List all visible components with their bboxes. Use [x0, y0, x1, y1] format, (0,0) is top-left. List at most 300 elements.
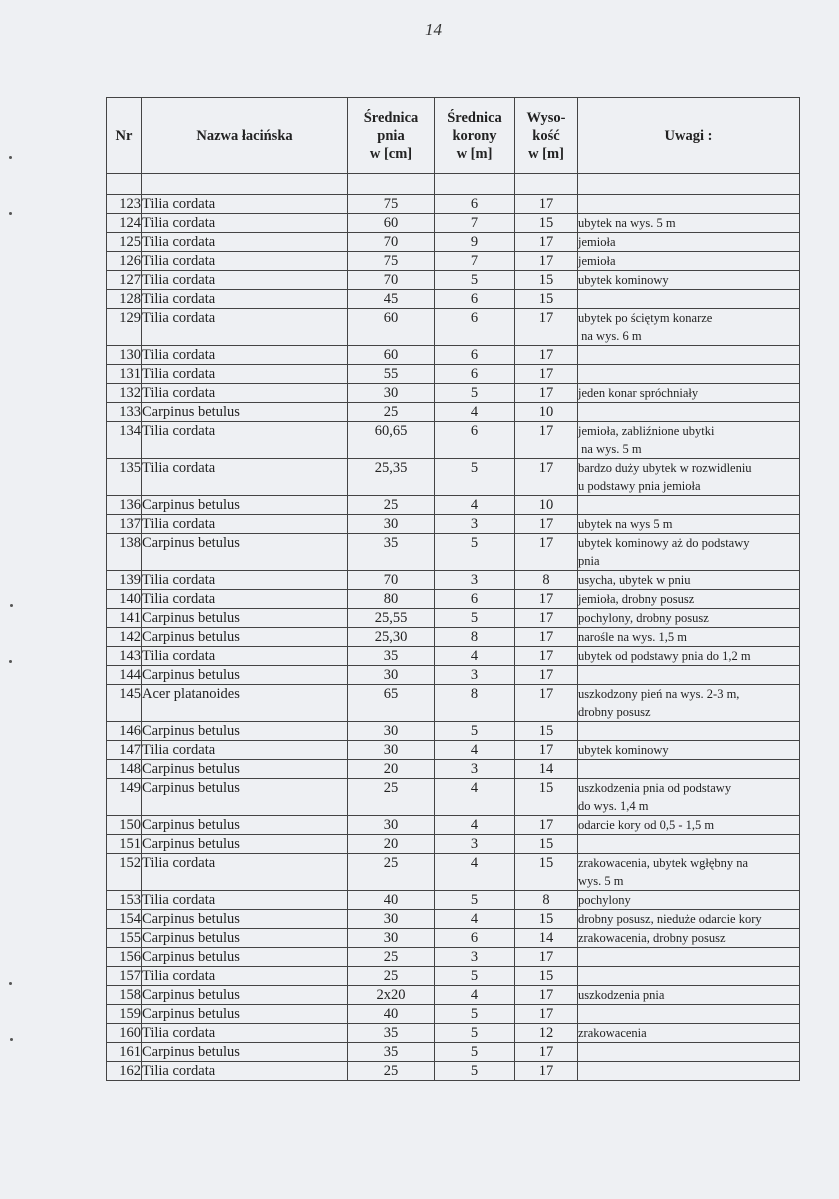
scan-speck — [9, 156, 12, 159]
cell-notes: pochylony, drobny posusz — [578, 609, 800, 628]
cell-height: 17 — [515, 384, 578, 403]
table-row — [107, 422, 800, 459]
cell-nr: 129 — [107, 309, 142, 346]
cell-crown-diameter: 4 — [435, 779, 515, 816]
cell-notes — [578, 967, 800, 986]
header-latin-name: Nazwa łacińska — [142, 98, 348, 174]
cell-height: 17 — [515, 365, 578, 384]
cell-trunk-diameter: 30 — [348, 910, 435, 929]
cell-latin-name: Tilia cordata — [142, 384, 348, 403]
cell-notes: ubytek kominowy — [578, 271, 800, 290]
table-row — [107, 403, 800, 422]
cell-crown-diameter: 4 — [435, 986, 515, 1005]
notes-line: na wys. 6 m — [578, 329, 642, 343]
cell-trunk-diameter: 40 — [348, 1005, 435, 1024]
table-row — [107, 534, 800, 571]
cell-nr: 151 — [107, 835, 142, 854]
cell-notes — [578, 1043, 800, 1062]
cell-latin-name: Carpinus betulus — [142, 534, 348, 571]
cell-crown-diameter: 3 — [435, 760, 515, 779]
cell-trunk-diameter: 80 — [348, 590, 435, 609]
cell-latin-name: Carpinus betulus — [142, 779, 348, 816]
cell-latin-name: Tilia cordata — [142, 741, 348, 760]
cell-nr: 128 — [107, 290, 142, 309]
table-row — [107, 346, 800, 365]
cell-crown-diameter: 5 — [435, 534, 515, 571]
cell-nr: 147 — [107, 741, 142, 760]
cell-trunk-diameter: 35 — [348, 534, 435, 571]
cell-latin-name: Tilia cordata — [142, 346, 348, 365]
cell-notes — [578, 403, 800, 422]
cell-latin-name: Tilia cordata — [142, 233, 348, 252]
cell-height: 17 — [515, 666, 578, 685]
cell-nr: 127 — [107, 271, 142, 290]
cell-latin-name: Carpinus betulus — [142, 929, 348, 948]
cell-height: 17 — [515, 1062, 578, 1081]
cell-notes: jemioła — [578, 233, 800, 252]
table-body — [107, 174, 800, 1081]
cell-notes — [578, 685, 800, 722]
cell-height: 15 — [515, 271, 578, 290]
cell-height: 17 — [515, 346, 578, 365]
cell-height: 17 — [515, 948, 578, 967]
cell-notes — [578, 1062, 800, 1081]
cell-notes — [578, 496, 800, 515]
cell-height: 17 — [515, 685, 578, 722]
cell-trunk-diameter: 75 — [348, 195, 435, 214]
cell-nr: 156 — [107, 948, 142, 967]
table-row — [107, 195, 800, 214]
cell-notes: ubytek na wys. 5 m — [578, 214, 800, 233]
cell-notes: ubytek od podstawy pnia do 1,2 m — [578, 647, 800, 666]
cell-crown-diameter: 6 — [435, 346, 515, 365]
cell-latin-name: Tilia cordata — [142, 271, 348, 290]
cell-nr: 132 — [107, 384, 142, 403]
cell-notes — [578, 835, 800, 854]
header-line: kość — [532, 127, 560, 144]
cell-nr: 125 — [107, 233, 142, 252]
cell-nr: 162 — [107, 1062, 142, 1081]
cell-nr: 150 — [107, 816, 142, 835]
cell-height: 14 — [515, 929, 578, 948]
cell-nr: 143 — [107, 647, 142, 666]
cell-height: 17 — [515, 1005, 578, 1024]
cell-trunk-diameter: 60 — [348, 346, 435, 365]
cell-notes — [578, 722, 800, 741]
table-row — [107, 214, 800, 233]
cell-notes: uszkodzenia pnia — [578, 986, 800, 1005]
cell-crown-diameter: 5 — [435, 384, 515, 403]
table-row — [107, 1043, 800, 1062]
spacer-row — [107, 174, 800, 195]
cell-height: 17 — [515, 195, 578, 214]
header-line: Średnica — [447, 109, 502, 126]
cell-latin-name: Tilia cordata — [142, 1024, 348, 1043]
cell-crown-diameter: 6 — [435, 195, 515, 214]
cell-latin-name: Tilia cordata — [142, 195, 348, 214]
notes-line: uszkodzony pień na wys. 2-3 m, — [578, 687, 740, 701]
header-line: Wyso- — [526, 109, 566, 126]
cell-trunk-diameter: 70 — [348, 233, 435, 252]
notes-line: u podstawy pnia jemioła — [578, 479, 701, 493]
cell-latin-name: Tilia cordata — [142, 647, 348, 666]
cell-height: 12 — [515, 1024, 578, 1043]
cell-nr: 158 — [107, 986, 142, 1005]
cell-height: 14 — [515, 760, 578, 779]
spacer-cell — [435, 174, 515, 195]
notes-line: do wys. 1,4 m — [578, 799, 649, 813]
cell-crown-diameter: 9 — [435, 233, 515, 252]
cell-crown-diameter: 4 — [435, 496, 515, 515]
cell-trunk-diameter: 25 — [348, 967, 435, 986]
spacer-cell — [107, 174, 142, 195]
cell-trunk-diameter: 25 — [348, 854, 435, 891]
cell-crown-diameter: 5 — [435, 459, 515, 496]
table-row — [107, 365, 800, 384]
cell-height: 8 — [515, 891, 578, 910]
cell-nr: 145 — [107, 685, 142, 722]
cell-crown-diameter: 4 — [435, 854, 515, 891]
cell-notes — [578, 666, 800, 685]
cell-height: 17 — [515, 609, 578, 628]
cell-height: 17 — [515, 590, 578, 609]
cell-height: 17 — [515, 986, 578, 1005]
cell-latin-name: Tilia cordata — [142, 515, 348, 534]
cell-trunk-diameter: 30 — [348, 722, 435, 741]
cell-crown-diameter: 5 — [435, 967, 515, 986]
cell-height: 10 — [515, 403, 578, 422]
cell-crown-diameter: 5 — [435, 609, 515, 628]
cell-crown-diameter: 3 — [435, 571, 515, 590]
table-row — [107, 760, 800, 779]
cell-crown-diameter: 5 — [435, 271, 515, 290]
cell-crown-diameter: 4 — [435, 403, 515, 422]
cell-height: 15 — [515, 214, 578, 233]
header-line: w [cm] — [369, 145, 413, 162]
cell-trunk-diameter: 60 — [348, 309, 435, 346]
cell-trunk-diameter: 30 — [348, 384, 435, 403]
table-row — [107, 929, 800, 948]
cell-trunk-diameter: 30 — [348, 816, 435, 835]
table-row — [107, 647, 800, 666]
cell-notes: zrakowacenia — [578, 1024, 800, 1043]
cell-crown-diameter: 3 — [435, 515, 515, 534]
cell-height: 17 — [515, 647, 578, 666]
cell-crown-diameter: 6 — [435, 590, 515, 609]
notes-line: ubytek po ściętym konarze — [578, 311, 713, 325]
notes-line: zrakowacenia, ubytek wgłębny na — [578, 856, 749, 870]
cell-notes: narośle na wys. 1,5 m — [578, 628, 800, 647]
table-row — [107, 1005, 800, 1024]
table-row — [107, 252, 800, 271]
cell-trunk-diameter: 35 — [348, 1024, 435, 1043]
scan-speck — [9, 212, 12, 215]
cell-latin-name: Tilia cordata — [142, 214, 348, 233]
cell-trunk-diameter: 55 — [348, 365, 435, 384]
cell-latin-name: Carpinus betulus — [142, 666, 348, 685]
cell-nr: 152 — [107, 854, 142, 891]
cell-latin-name: Carpinus betulus — [142, 609, 348, 628]
cell-latin-name: Carpinus betulus — [142, 948, 348, 967]
cell-trunk-diameter: 35 — [348, 647, 435, 666]
cell-notes — [578, 309, 800, 346]
cell-crown-diameter: 4 — [435, 647, 515, 666]
cell-trunk-diameter: 75 — [348, 252, 435, 271]
cell-height: 15 — [515, 910, 578, 929]
cell-nr: 126 — [107, 252, 142, 271]
cell-latin-name: Carpinus betulus — [142, 403, 348, 422]
scan-speck — [9, 982, 12, 985]
cell-latin-name: Tilia cordata — [142, 590, 348, 609]
table-row — [107, 1062, 800, 1081]
cell-nr: 138 — [107, 534, 142, 571]
cell-notes: drobny posusz, nieduże odarcie kory — [578, 910, 800, 929]
cell-notes: jeden konar spróchniały — [578, 384, 800, 403]
cell-latin-name: Tilia cordata — [142, 967, 348, 986]
spacer-cell — [515, 174, 578, 195]
table-row — [107, 967, 800, 986]
cell-latin-name: Tilia cordata — [142, 571, 348, 590]
cell-height: 17 — [515, 816, 578, 835]
cell-trunk-diameter: 40 — [348, 891, 435, 910]
cell-nr: 130 — [107, 346, 142, 365]
cell-crown-diameter: 6 — [435, 290, 515, 309]
table-row — [107, 571, 800, 590]
cell-height: 17 — [515, 252, 578, 271]
cell-crown-diameter: 3 — [435, 835, 515, 854]
cell-latin-name: Tilia cordata — [142, 854, 348, 891]
cell-latin-name: Carpinus betulus — [142, 1043, 348, 1062]
cell-trunk-diameter: 35 — [348, 1043, 435, 1062]
cell-height: 17 — [515, 459, 578, 496]
cell-latin-name: Tilia cordata — [142, 891, 348, 910]
table-row — [107, 816, 800, 835]
cell-trunk-diameter: 25 — [348, 1062, 435, 1081]
cell-nr: 135 — [107, 459, 142, 496]
cell-trunk-diameter: 60,65 — [348, 422, 435, 459]
cell-height: 17 — [515, 741, 578, 760]
cell-latin-name: Carpinus betulus — [142, 760, 348, 779]
cell-nr: 161 — [107, 1043, 142, 1062]
cell-latin-name: Tilia cordata — [142, 290, 348, 309]
notes-line: na wys. 5 m — [578, 442, 642, 456]
cell-nr: 159 — [107, 1005, 142, 1024]
table-header — [107, 98, 800, 174]
cell-crown-diameter: 7 — [435, 214, 515, 233]
cell-height: 15 — [515, 854, 578, 891]
table-row — [107, 459, 800, 496]
header-notes: Uwagi : — [578, 98, 800, 174]
table-row — [107, 666, 800, 685]
cell-latin-name: Carpinus betulus — [142, 722, 348, 741]
table-row — [107, 271, 800, 290]
cell-crown-diameter: 8 — [435, 628, 515, 647]
cell-notes: ubytek kominowy — [578, 741, 800, 760]
table-row — [107, 685, 800, 722]
cell-nr: 157 — [107, 967, 142, 986]
cell-notes — [578, 422, 800, 459]
cell-latin-name: Carpinus betulus — [142, 986, 348, 1005]
cell-notes: usycha, ubytek w pniu — [578, 571, 800, 590]
cell-nr: 134 — [107, 422, 142, 459]
cell-crown-diameter: 4 — [435, 741, 515, 760]
cell-notes — [578, 1005, 800, 1024]
cell-nr: 153 — [107, 891, 142, 910]
table-row — [107, 309, 800, 346]
cell-nr: 146 — [107, 722, 142, 741]
notes-line: pnia — [578, 554, 600, 568]
cell-height: 17 — [515, 1043, 578, 1062]
cell-nr: 149 — [107, 779, 142, 816]
cell-trunk-diameter: 25,35 — [348, 459, 435, 496]
cell-trunk-diameter: 25 — [348, 779, 435, 816]
cell-notes — [578, 948, 800, 967]
cell-height: 10 — [515, 496, 578, 515]
cell-trunk-diameter: 25,30 — [348, 628, 435, 647]
cell-crown-diameter: 7 — [435, 252, 515, 271]
cell-trunk-diameter: 65 — [348, 685, 435, 722]
cell-trunk-diameter: 25 — [348, 403, 435, 422]
cell-latin-name: Carpinus betulus — [142, 816, 348, 835]
cell-notes: pochylony — [578, 891, 800, 910]
cell-notes: odarcie kory od 0,5 - 1,5 m — [578, 816, 800, 835]
spacer-cell — [578, 174, 800, 195]
header-line: pnia — [377, 127, 405, 144]
spacer-cell — [348, 174, 435, 195]
cell-notes: ubytek na wys 5 m — [578, 515, 800, 534]
cell-latin-name: Tilia cordata — [142, 252, 348, 271]
cell-crown-diameter: 5 — [435, 722, 515, 741]
cell-notes: jemioła — [578, 252, 800, 271]
cell-trunk-diameter: 60 — [348, 214, 435, 233]
cell-latin-name: Acer platanoides — [142, 685, 348, 722]
cell-trunk-diameter: 25,55 — [348, 609, 435, 628]
cell-crown-diameter: 6 — [435, 422, 515, 459]
table-row — [107, 835, 800, 854]
table-row — [107, 854, 800, 891]
cell-nr: 144 — [107, 666, 142, 685]
cell-latin-name: Carpinus betulus — [142, 835, 348, 854]
header-line: korony — [452, 127, 497, 144]
table-row — [107, 891, 800, 910]
cell-notes — [578, 779, 800, 816]
cell-crown-diameter: 8 — [435, 685, 515, 722]
cell-crown-diameter: 4 — [435, 816, 515, 835]
scan-speck — [10, 604, 13, 607]
table-row — [107, 779, 800, 816]
cell-crown-diameter: 5 — [435, 1024, 515, 1043]
cell-nr: 123 — [107, 195, 142, 214]
table-row — [107, 590, 800, 609]
cell-latin-name: Tilia cordata — [142, 459, 348, 496]
cell-crown-diameter: 3 — [435, 948, 515, 967]
header-nr: Nr — [107, 98, 142, 174]
cell-trunk-diameter: 45 — [348, 290, 435, 309]
table-row — [107, 290, 800, 309]
cell-trunk-diameter: 25 — [348, 948, 435, 967]
table-row — [107, 628, 800, 647]
cell-latin-name: Carpinus betulus — [142, 628, 348, 647]
cell-trunk-diameter: 2x20 — [348, 986, 435, 1005]
table-row — [107, 384, 800, 403]
table-row — [107, 609, 800, 628]
cell-height: 17 — [515, 309, 578, 346]
scan-speck — [10, 1038, 13, 1041]
cell-latin-name: Carpinus betulus — [142, 496, 348, 515]
table-row — [107, 910, 800, 929]
table-row — [107, 1024, 800, 1043]
cell-nr: 141 — [107, 609, 142, 628]
cell-trunk-diameter: 30 — [348, 929, 435, 948]
cell-notes — [578, 854, 800, 891]
cell-crown-diameter: 5 — [435, 891, 515, 910]
header-line: w [m] — [456, 145, 493, 162]
cell-nr: 140 — [107, 590, 142, 609]
cell-trunk-diameter: 25 — [348, 496, 435, 515]
cell-trunk-diameter: 20 — [348, 760, 435, 779]
header-line: w [m] — [528, 145, 564, 162]
cell-trunk-diameter: 30 — [348, 741, 435, 760]
cell-nr: 160 — [107, 1024, 142, 1043]
cell-latin-name: Carpinus betulus — [142, 910, 348, 929]
cell-height: 8 — [515, 571, 578, 590]
notes-line: bardzo duży ubytek w rozwidleniu — [578, 461, 752, 475]
table-row — [107, 496, 800, 515]
cell-notes — [578, 195, 800, 214]
cell-latin-name: Tilia cordata — [142, 1062, 348, 1081]
cell-height: 15 — [515, 290, 578, 309]
cell-crown-diameter: 6 — [435, 365, 515, 384]
cell-crown-diameter: 5 — [435, 1062, 515, 1081]
cell-crown-diameter: 6 — [435, 309, 515, 346]
cell-nr: 154 — [107, 910, 142, 929]
cell-crown-diameter: 5 — [435, 1005, 515, 1024]
cell-trunk-diameter: 20 — [348, 835, 435, 854]
cell-crown-diameter: 3 — [435, 666, 515, 685]
cell-nr: 136 — [107, 496, 142, 515]
cell-height: 17 — [515, 422, 578, 459]
notes-line: wys. 5 m — [578, 874, 624, 888]
cell-height: 17 — [515, 534, 578, 571]
table-row — [107, 986, 800, 1005]
page-number: 14 — [425, 20, 442, 39]
cell-nr: 142 — [107, 628, 142, 647]
cell-notes — [578, 760, 800, 779]
header-trunk-diameter — [348, 98, 435, 174]
notes-line: ubytek kominowy aż do podstawy — [578, 536, 750, 550]
notes-line: drobny posusz — [578, 705, 651, 719]
cell-nr: 148 — [107, 760, 142, 779]
table-row — [107, 741, 800, 760]
cell-notes: jemioła, drobny posusz — [578, 590, 800, 609]
cell-trunk-diameter: 30 — [348, 515, 435, 534]
notes-line: uszkodzenia pnia od podstawy — [578, 781, 732, 795]
cell-latin-name: Tilia cordata — [142, 309, 348, 346]
table-row — [107, 515, 800, 534]
cell-notes — [578, 459, 800, 496]
cell-nr: 155 — [107, 929, 142, 948]
cell-height: 15 — [515, 967, 578, 986]
cell-trunk-diameter: 30 — [348, 666, 435, 685]
cell-latin-name: Carpinus betulus — [142, 1005, 348, 1024]
cell-notes — [578, 534, 800, 571]
table-row — [107, 722, 800, 741]
header-height — [515, 98, 578, 174]
header-crown-diameter — [435, 98, 515, 174]
cell-nr: 133 — [107, 403, 142, 422]
cell-height: 15 — [515, 779, 578, 816]
cell-nr: 139 — [107, 571, 142, 590]
